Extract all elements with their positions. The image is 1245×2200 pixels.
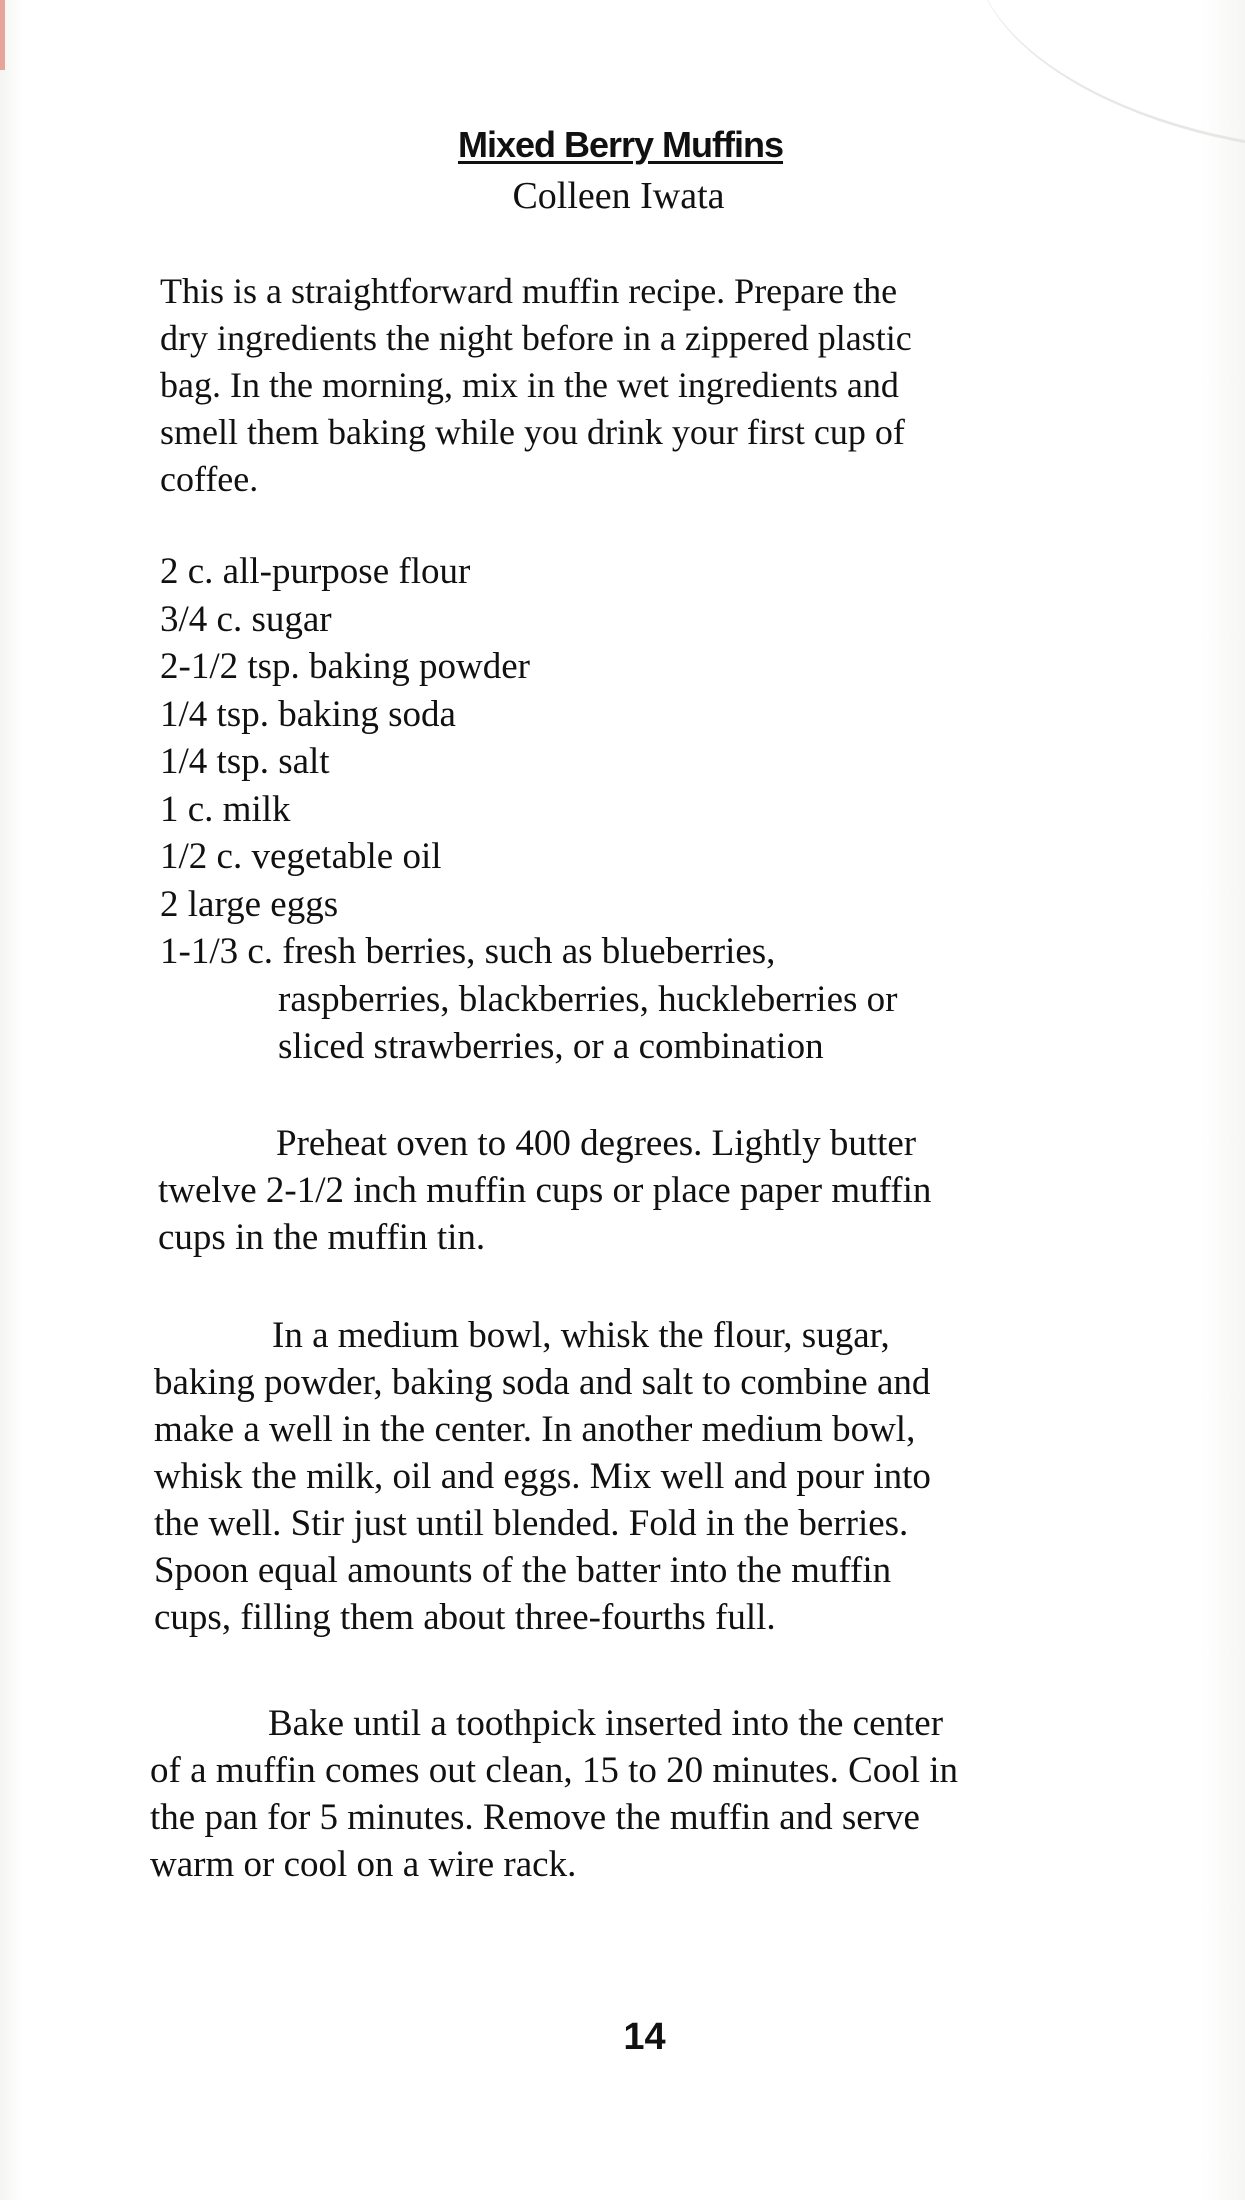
instruction-line: warm or cool on a wire rack.: [150, 1844, 577, 1885]
instruction-line: Preheat oven to 400 degrees. Lightly butter: [276, 1123, 917, 1164]
ingredient-item: 2 c. all-purpose flour: [160, 551, 471, 592]
ingredient-item: 2 large eggs: [160, 883, 339, 925]
ingredient-item: 1 c. milk: [160, 788, 291, 830]
ingredient-item: 1/2 c. vegetable oil: [160, 836, 442, 877]
instruction-line: Bake until a toothpick inserted into the center: [268, 1703, 944, 1744]
instruction-line: whisk the milk, oil and eggs. Mix well and pour into: [154, 1456, 931, 1497]
instruction-line: baking powder, baking soda and salt to combine and: [154, 1362, 931, 1403]
intro-line: This is a straightforward muffin recipe. Prepare the: [160, 271, 898, 311]
intro-line: dry ingredients the night before in a zippered plastic: [160, 318, 912, 358]
intro-line: bag. In the morning, mix in the wet ingredients and: [160, 365, 899, 405]
instruction-line: In a medium bowl, whisk the flour, sugar,: [272, 1315, 890, 1356]
instruction-line: cups in the muffin tin.: [158, 1217, 486, 1258]
page-number: 14: [623, 2016, 666, 2058]
instruction-line: the pan for 5 minutes. Remove the muffin and serve: [150, 1797, 920, 1838]
instruction-step-bake: [150, 1700, 1160, 1888]
instruction-line: cups, filling them about three-fourths full.: [154, 1597, 776, 1638]
recipe-title: Mixed Berry Muffins: [457, 124, 784, 165]
instruction-line: twelve 2-1/2 inch muffin cups or place paper muffin: [158, 1170, 932, 1211]
ingredient-item: 1/4 tsp. baking soda: [160, 693, 456, 735]
recipe-intro: [160, 268, 1160, 503]
intro-line: coffee.: [160, 459, 259, 499]
instruction-line: Spoon equal amounts of the batter into the muffin: [154, 1550, 892, 1591]
ingredient-item: 3/4 c. sugar: [160, 598, 332, 640]
ingredient-item: 1/4 tsp. salt: [160, 741, 330, 782]
recipe-author: Colleen Iwata: [512, 175, 725, 217]
instruction-line: of a muffin comes out clean, 15 to 20 minutes. Cool in: [150, 1750, 959, 1791]
ingredient-item: 2-1/2 tsp. baking powder: [160, 646, 530, 687]
page-edge-mark: [0, 0, 5, 70]
intro-line: smell them baking while you drink your first cup of: [160, 412, 905, 452]
ingredient-item: 1-1/3 c. fresh berries, such as blueberries,: [160, 931, 776, 972]
ingredient-continuation: raspberries, blackberries, huckleberries or: [278, 978, 898, 1020]
instruction-line: make a well in the center. In another medium bowl,: [154, 1409, 916, 1450]
instruction-step-preheat: [158, 1120, 1168, 1261]
ingredient-continuation: sliced strawberries, or a combination: [278, 1026, 824, 1067]
instruction-line: the well. Stir just until blended. Fold in the berries.: [154, 1503, 909, 1544]
instruction-step-mix: [154, 1312, 1164, 1641]
ingredient-list: [160, 548, 1160, 1071]
